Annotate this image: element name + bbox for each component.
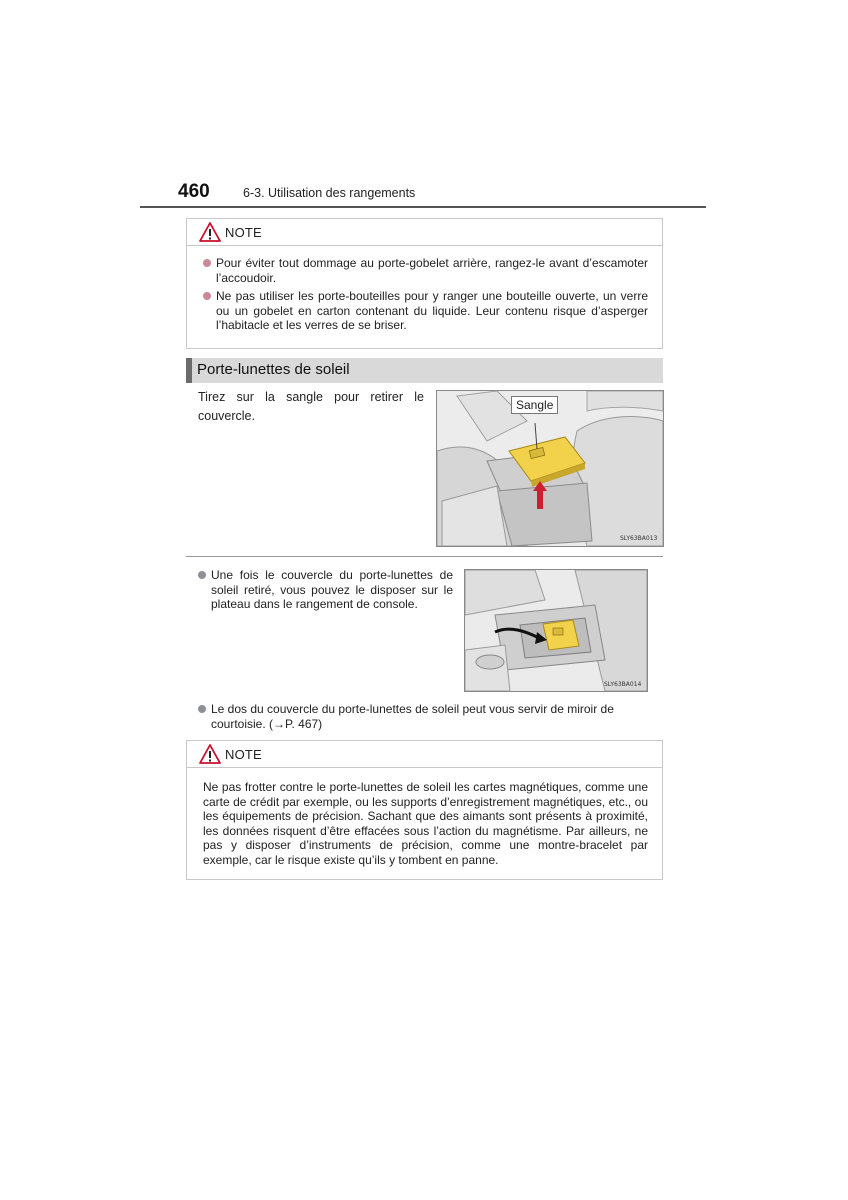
note-box-1 — [186, 218, 663, 349]
bullet-dot-icon — [198, 705, 206, 713]
figure-code: SLY63BA013 — [620, 535, 658, 542]
bullet-dot-icon — [203, 259, 211, 267]
header-rule — [140, 206, 706, 208]
list-item — [198, 702, 663, 731]
chapter-title: 6-3. Utilisation des rangements — [243, 186, 416, 200]
warning-triangle-icon — [199, 222, 221, 242]
section-header — [186, 358, 663, 383]
note-header — [187, 741, 662, 768]
list-item — [203, 256, 648, 285]
callout-label: Sangle — [511, 396, 558, 414]
list-item — [198, 568, 453, 612]
note-body — [187, 246, 662, 345]
note-label: NOTE — [225, 746, 262, 762]
figure-console-tray — [464, 569, 648, 692]
note-label: NOTE — [225, 224, 262, 240]
list-item — [203, 289, 648, 333]
figure-code: SLY63BA014 — [604, 681, 642, 688]
figure-2-illustration — [465, 570, 647, 691]
note-text: Ne pas frotter contre le porte-lunettes de soleil les cartes magnétiques, comme une carte de crédit par exemple, ou les supports d’enregistrement magnétiques, etc., ou les équipements de précision. Sachant que des aimants sont présents à proximité, les données risquent d’être effacées sous l’action du magnétisme. Par ailleurs, ne pas y disposer d’instruments de précision, comme une montre-bracelet par exemple, car le risque existe qu’ils y tombent en panne. — [203, 780, 648, 867]
step-3-text: Le dos du couvercle du porte-lunettes de soleil peut vous servir de miroir de courtoisie. (→P. 467) — [211, 702, 614, 731]
page-number: 460 — [178, 181, 210, 202]
step-2-text: Une fois le couvercle du porte-lunettes de soleil retiré, vous pouvez le disposer sur le plateau dans le rangement de console. — [211, 568, 453, 611]
figure-sunglass-holder-strap — [436, 390, 664, 547]
warning-triangle-icon — [199, 744, 221, 764]
bullet-dot-icon — [198, 571, 206, 579]
note-box-2 — [186, 740, 663, 880]
bullet-dot-icon — [203, 292, 211, 300]
figure-1-illustration — [437, 391, 663, 546]
section-divider — [186, 556, 663, 557]
note-body — [187, 768, 662, 875]
note-header — [187, 219, 662, 246]
step-1-text: Tirez sur la sangle pour retirer le couvercle. — [198, 390, 424, 423]
section-title: Porte-lunettes de soleil — [197, 361, 350, 378]
note-item-text: Ne pas utiliser les porte-bouteilles pour y ranger une bouteille ouverte, un verre ou un gobelet en carton contenant du liquide. Leur contenu risque d’asperger l’habitacle et les verres de se briser. — [216, 289, 648, 332]
note-item-text: Pour éviter tout dommage au porte-gobelet arrière, rangez-le avant d’escamoter l’accoudoir. — [216, 256, 648, 285]
section-header-bar — [186, 358, 192, 383]
